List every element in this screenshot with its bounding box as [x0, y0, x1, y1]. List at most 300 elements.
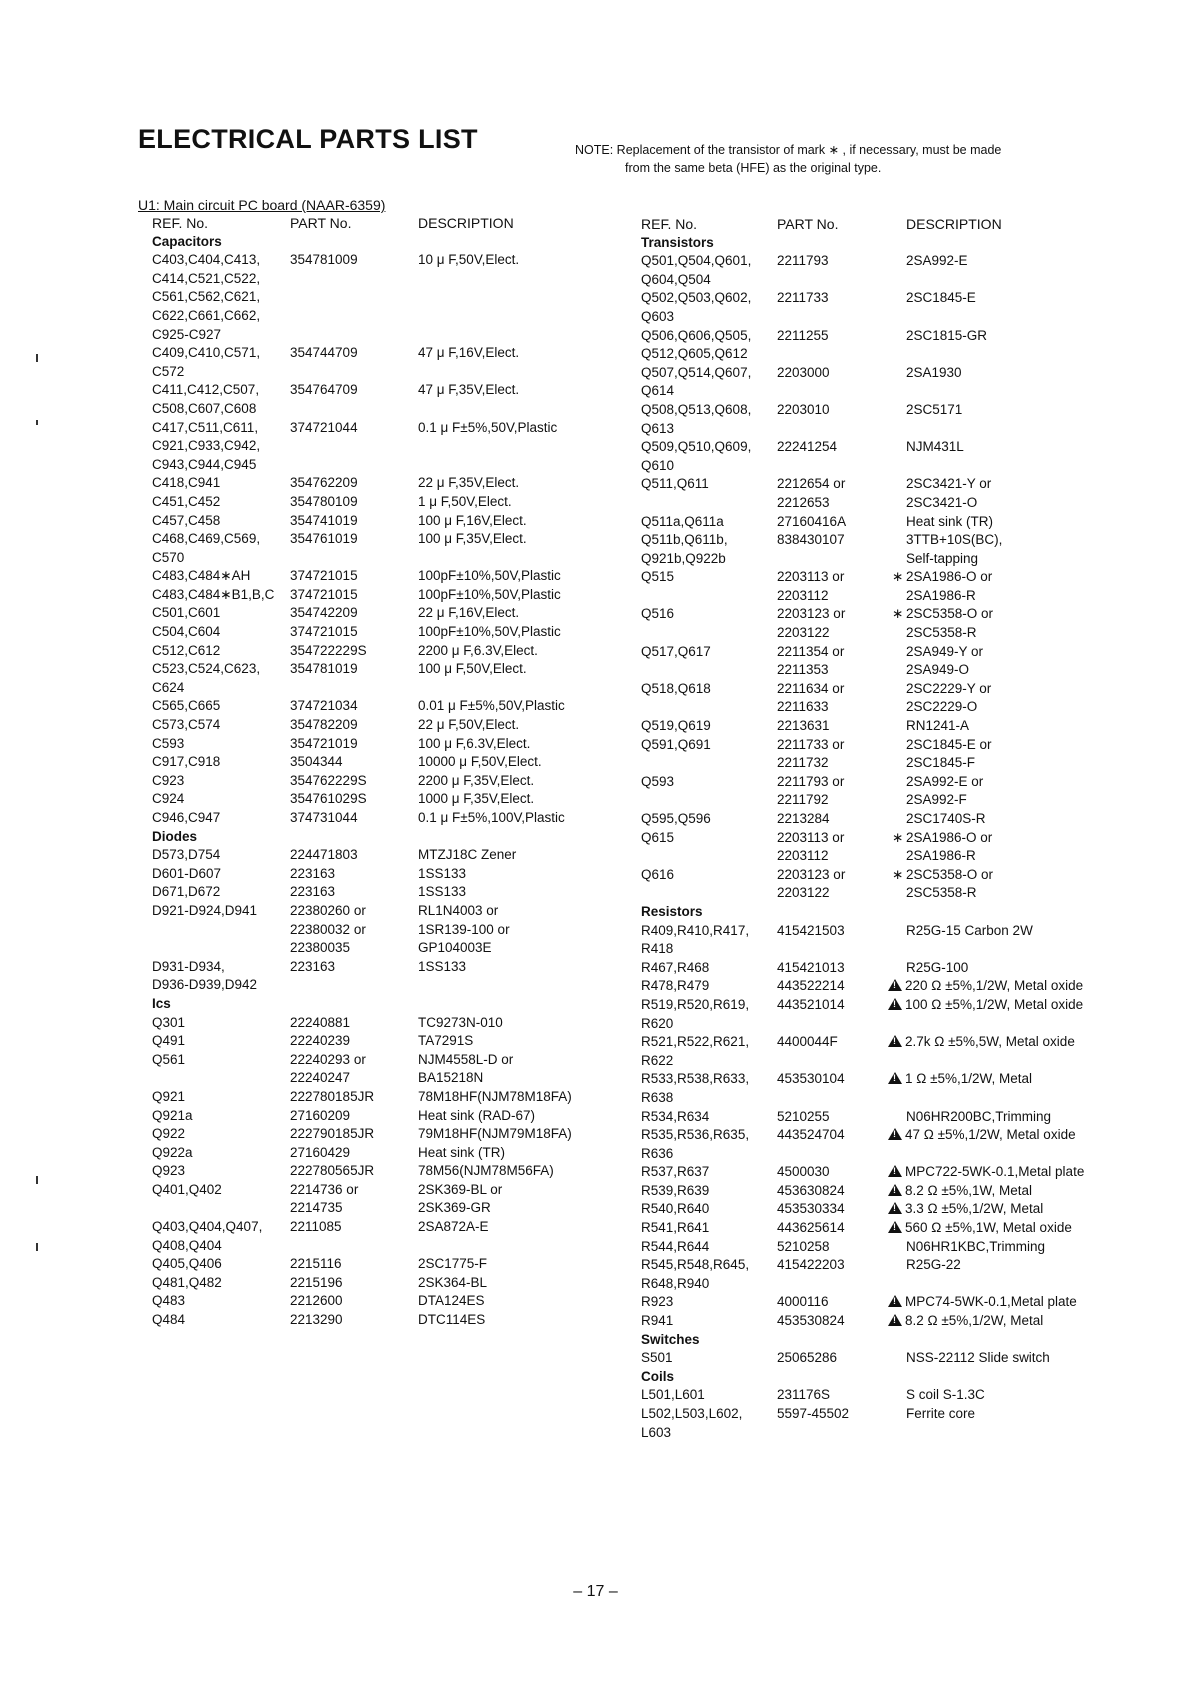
part-cell: 2211085	[290, 1219, 342, 1235]
description-cell	[906, 1238, 1045, 1257]
ref-cell: C483,C484∗AH	[152, 568, 251, 584]
ref-cell: C593	[152, 735, 185, 751]
part-cell: 22240247	[290, 1070, 351, 1086]
description-text: 2SK369-GR	[418, 1200, 491, 1216]
description-text: N06HR1KBC,Trimming	[906, 1238, 1046, 1254]
ref-cell: Q610	[641, 457, 675, 473]
ref-cell: Q517,Q617	[641, 643, 711, 659]
description-text: 0.1 μ F±5%,50V,Plastic	[418, 419, 558, 435]
ref-cell: C565,C665	[152, 698, 221, 714]
ref-cell: Q921a	[152, 1107, 193, 1123]
description-text: 78M56(NJM78M56FA)	[418, 1163, 554, 1179]
part-cell: 415422203	[777, 1257, 845, 1273]
description-cell	[888, 1312, 1043, 1331]
description-text: 8.2 Ω ±5%,1/2W, Metal	[905, 1313, 1044, 1329]
description-cell	[418, 809, 565, 828]
description-cell	[418, 586, 561, 605]
description-text: 1SR139-100 or	[418, 921, 510, 937]
ref-cell: Q603	[641, 308, 675, 324]
ref-cell: R467,R468	[641, 959, 710, 975]
part-cell: 22380260 or	[290, 902, 366, 918]
ref-cell: C946,C947	[152, 810, 221, 825]
ref-cell: C418,C941	[152, 475, 221, 491]
safety-warning-icon	[888, 1202, 902, 1214]
ref-cell: Q516	[641, 606, 675, 622]
part-cell: 453530104	[777, 1071, 845, 1087]
part-cell: 224471803	[290, 847, 358, 863]
ref-cell: R620	[641, 1015, 674, 1031]
ref-cell: Q561	[152, 1051, 186, 1067]
ref-cell: Q511a,Q611a	[641, 513, 724, 529]
ref-cell: Q481,Q482	[152, 1274, 222, 1290]
safety-warning-icon	[888, 1035, 902, 1047]
description-text: 2.7k Ω ±5%,5W, Metal oxide	[905, 1034, 1075, 1050]
description-cell	[906, 884, 977, 903]
description-text: 1 μ F,50V,Elect.	[418, 493, 512, 509]
part-cell: 374721015	[290, 568, 358, 584]
ref-cell: Q515	[641, 569, 675, 585]
part-cell: 354762209	[290, 475, 358, 491]
description-cell	[906, 438, 964, 457]
part-cell: 27160429	[290, 1144, 351, 1160]
description-text: 0.1 μ F±5%,100V,Plastic	[418, 810, 565, 825]
description-text: 100 Ω ±5%,1/2W, Metal oxide	[905, 996, 1084, 1012]
description-cell	[418, 939, 492, 958]
description-text: BA15218N	[418, 1070, 484, 1086]
ref-cell: C561,C562,C621,	[152, 289, 261, 305]
description-text: 1000 μ F,35V,Elect.	[418, 791, 535, 807]
description-text: 2SC5358-O or	[906, 606, 994, 622]
description-cell	[888, 1163, 1084, 1182]
part-cell: 354741019	[290, 512, 358, 528]
part-cell: 2211255	[777, 327, 829, 343]
description-cell	[418, 660, 527, 679]
ref-cell: L603	[641, 1424, 672, 1440]
description-text: 2SA1986-O or	[906, 829, 993, 845]
safety-warning-icon	[888, 1072, 902, 1084]
ref-cell: R534,R634	[641, 1108, 710, 1124]
part-cell: 2203112	[777, 587, 829, 603]
part-cell: 2211733	[777, 290, 829, 306]
part-cell: 443524704	[777, 1127, 845, 1143]
safety-warning-icon	[888, 979, 902, 991]
description-cell	[418, 1274, 487, 1293]
description-text: 100pF±10%,50V,Plastic	[418, 624, 561, 640]
description-cell	[418, 846, 516, 865]
ref-cell: R941	[641, 1313, 674, 1329]
part-cell: 4500030	[777, 1164, 830, 1180]
ref-cell: R648,R940	[641, 1275, 710, 1291]
part-cell: 5597-45502	[777, 1406, 850, 1421]
ref-cell: L502,L503,L602,	[641, 1406, 743, 1421]
description-cell	[418, 1032, 473, 1051]
safety-warning-icon	[888, 1128, 902, 1140]
description-cell	[418, 958, 466, 977]
ref-cell: C417,C511,C611,	[152, 419, 259, 435]
part-cell: 3504344	[290, 754, 343, 770]
description-cell	[418, 419, 557, 438]
part-cell: 2203123 or	[777, 866, 846, 882]
description-text: Heat sink (TR)	[418, 1144, 506, 1160]
description-text: 2SC1815-GR	[906, 327, 988, 343]
description-cell	[888, 1033, 1075, 1052]
part-cell: 222780565JR	[290, 1163, 375, 1179]
ref-cell: C403,C404,C413,	[152, 252, 261, 268]
ref-cell: C925-C927	[152, 326, 222, 342]
ref-cell: Q921b,Q922b	[641, 550, 726, 566]
part-cell: 2215196	[290, 1274, 343, 1290]
ref-cell: Q512,Q605,Q612	[641, 346, 748, 362]
ref-cell: R540,R640	[641, 1201, 710, 1217]
part-cell: 2203123 or	[777, 606, 846, 622]
header-description: DESCRIPTION	[418, 215, 514, 231]
section-label: Transistors	[641, 234, 714, 250]
description-text: 2SC2229-O	[906, 699, 978, 715]
part-cell: 453530824	[777, 1313, 845, 1329]
description-text: 100 μ F,16V,Elect.	[418, 512, 527, 528]
description-cell	[906, 922, 1033, 941]
header-description: DESCRIPTION	[906, 216, 1002, 232]
description-text: 22 μ F,50V,Elect.	[418, 717, 520, 733]
description-cell	[418, 493, 512, 512]
description-cell	[906, 531, 1002, 550]
ref-cell: Q491	[152, 1033, 186, 1049]
description-cell	[418, 512, 527, 531]
ref-cell: Q593	[641, 773, 675, 789]
ref-cell: Q604,Q504	[641, 271, 711, 287]
ref-cell: D573,D754	[152, 847, 221, 863]
description-cell	[888, 1219, 1072, 1238]
ref-cell: Q595,Q596	[641, 811, 711, 826]
ref-cell: R537,R637	[641, 1164, 710, 1180]
description-cell	[418, 1311, 485, 1330]
part-cell: 2215116	[290, 1256, 342, 1272]
ref-cell: C523,C524,C623,	[152, 661, 261, 677]
ref-cell: Q616	[641, 866, 675, 882]
description-text: 2SA992-F	[906, 792, 967, 808]
ref-cell: Q614	[641, 383, 675, 399]
part-cell: 5210255	[777, 1108, 830, 1124]
description-cell	[418, 716, 519, 735]
description-cell	[906, 550, 978, 569]
ref-cell: D601-D607	[152, 865, 222, 881]
replacement-note	[575, 141, 1135, 177]
part-cell: 22240239	[290, 1033, 351, 1049]
ref-cell: S501	[641, 1350, 673, 1366]
part-cell: 2211354 or	[777, 643, 845, 659]
ref-cell: C483,C484∗B1,B,C	[152, 586, 275, 602]
description-cell	[906, 1349, 1050, 1368]
description-text: 1SS133	[418, 865, 467, 881]
description-cell	[418, 735, 530, 754]
ref-cell: Q508,Q513,Q608,	[641, 401, 752, 417]
part-cell: 5210258	[777, 1238, 830, 1254]
description-text: 2SA1930	[906, 364, 962, 380]
description-cell	[906, 289, 976, 308]
part-cell: 2203122	[777, 625, 830, 641]
ref-cell: R535,R536,R635,	[641, 1127, 750, 1143]
part-cell: 354780109	[290, 493, 358, 509]
ref-cell: D921-D924,D941	[152, 902, 258, 918]
description-cell	[418, 642, 538, 661]
ref-cell: Q922	[152, 1126, 186, 1142]
safety-warning-icon	[888, 1184, 902, 1196]
part-cell: 22380032 or	[290, 921, 366, 937]
description-text: DTA124ES	[418, 1293, 485, 1309]
description-text: 8.2 Ω ±5%,1W, Metal	[905, 1182, 1033, 1198]
description-text: 2SK369-BL or	[418, 1181, 503, 1197]
description-cell	[892, 829, 992, 848]
description-cell	[418, 1292, 485, 1311]
section-label: Ics	[152, 995, 171, 1011]
header-part: PART No.	[290, 215, 352, 231]
ref-cell: Q923	[152, 1163, 186, 1179]
description-cell	[892, 568, 992, 587]
beta-mark: ∗	[892, 569, 904, 585]
description-text: 47 μ F,35V,Elect.	[418, 382, 520, 398]
ref-cell: R923	[641, 1294, 674, 1310]
description-text: 2SC2229-Y or	[906, 680, 992, 696]
description-text: 47 μ F,16V,Elect.	[418, 345, 520, 361]
description-cell	[906, 624, 977, 643]
description-text: R25G-100	[906, 959, 969, 975]
part-cell: 415421503	[777, 922, 845, 938]
section-label: Diodes	[152, 828, 198, 844]
ref-cell: R636	[641, 1145, 674, 1161]
ref-cell: L501,L601	[641, 1387, 705, 1403]
part-cell: 4400044F	[777, 1034, 838, 1050]
description-cell	[906, 494, 977, 513]
part-cell: 22240293 or	[290, 1051, 366, 1067]
description-cell	[906, 698, 977, 717]
description-cell	[906, 717, 969, 736]
description-text: NSS-22112 Slide switch	[906, 1350, 1050, 1366]
description-cell	[906, 847, 976, 866]
part-cell: 2203010	[777, 401, 830, 417]
part-cell: 4000116	[777, 1294, 829, 1310]
part-cell: 354744709	[290, 345, 358, 361]
description-cell	[418, 530, 527, 549]
part-cell: 354781009	[290, 252, 358, 268]
description-text: 100 μ F,50V,Elect.	[418, 661, 527, 677]
part-cell: 443522214	[777, 978, 845, 994]
part-cell: 2213631	[777, 718, 830, 734]
description-text: 10 μ F,50V,Elect.	[418, 252, 520, 268]
ref-cell: R418	[641, 941, 674, 957]
description-cell	[418, 623, 561, 642]
ref-cell: C504,C604	[152, 624, 221, 640]
description-text: R25G-22	[906, 1257, 961, 1273]
ref-cell: C573,C574	[152, 717, 221, 733]
part-cell: 2203112	[777, 848, 829, 864]
safety-warning-icon	[888, 1165, 902, 1177]
description-text: NJM4558L-D or	[418, 1051, 514, 1067]
part-cell: 453630824	[777, 1182, 845, 1198]
description-text: 100 μ F,6.3V,Elect.	[418, 735, 531, 751]
note-line-1: NOTE: Replacement of the transistor of mark ∗ , if necessary, must be made	[575, 143, 1002, 157]
description-cell	[418, 883, 466, 902]
part-cell: 223163	[290, 884, 336, 900]
description-cell	[418, 344, 519, 363]
part-cell: 2211353	[777, 662, 829, 678]
safety-warning-icon	[888, 1295, 902, 1307]
part-cell: 374721015	[290, 586, 358, 602]
ref-cell: D931-D934,	[152, 958, 225, 974]
ref-cell: R519,R520,R619,	[641, 996, 750, 1012]
ref-cell: C508,C607,C608	[152, 400, 257, 416]
ref-cell: R545,R548,R645,	[641, 1257, 750, 1273]
ref-cell: Q408,Q404	[152, 1237, 222, 1253]
ref-cell: R541,R641	[641, 1220, 710, 1236]
description-text: 2200 μ F,6.3V,Elect.	[418, 642, 538, 658]
description-cell	[906, 1108, 1051, 1127]
description-text: 3.3 Ω ±5%,1/2W, Metal	[905, 1201, 1044, 1217]
ref-cell: C409,C410,C571,	[152, 345, 261, 361]
ref-cell: C457,C458	[152, 512, 221, 528]
description-text: 78M18HF(NJM78M18FA)	[418, 1088, 572, 1104]
ref-cell: Q484	[152, 1312, 186, 1328]
ref-cell: Q591,Q691	[641, 736, 711, 752]
description-text: S coil S-1.3C	[906, 1387, 985, 1403]
ref-cell: R539,R639	[641, 1182, 710, 1198]
description-cell	[906, 1405, 975, 1424]
part-cell: 2211793 or	[777, 773, 845, 789]
description-text: 1SS133	[418, 884, 467, 900]
part-cell: 2212600	[290, 1293, 343, 1309]
description-text: 100pF±10%,50V,Plastic	[418, 586, 561, 602]
description-text: 2SC3421-Y or	[906, 476, 992, 492]
description-cell	[418, 1144, 505, 1163]
ref-cell: Q501,Q504,Q601,	[641, 253, 752, 269]
description-text: 2SC5358-O or	[906, 866, 994, 882]
ref-cell: C924	[152, 791, 185, 807]
description-text: 2SA992-E or	[906, 773, 984, 789]
description-text: MPC74-5WK-0.1,Metal plate	[905, 1294, 1077, 1310]
description-cell	[418, 753, 542, 772]
part-cell: 354761019	[290, 531, 358, 547]
ref-cell: C570	[152, 549, 185, 565]
description-text: 2200 μ F,35V,Elect.	[418, 772, 535, 788]
description-cell	[906, 513, 993, 532]
description-text: 2SC1845-E or	[906, 736, 992, 752]
description-text: 2SC3421-O	[906, 494, 978, 510]
description-cell	[418, 1199, 491, 1218]
description-text: 560 Ω ±5%,1W, Metal oxide	[905, 1220, 1072, 1236]
part-cell: 354764709	[290, 382, 358, 398]
description-cell	[418, 865, 466, 884]
ref-cell: C921,C933,C942,	[152, 438, 261, 454]
part-cell: 354782209	[290, 717, 358, 733]
part-cell: 415421013	[777, 959, 845, 975]
description-text: 2SA1986-R	[906, 848, 976, 864]
description-cell	[906, 643, 983, 662]
part-cell: 2211732	[777, 755, 829, 771]
part-cell: 354721019	[290, 735, 358, 751]
description-cell	[888, 1126, 1076, 1145]
ref-cell: Q615	[641, 829, 675, 845]
ref-cell: C451,C452	[152, 493, 221, 509]
ref-cell: Q613	[641, 420, 675, 436]
description-cell	[906, 1256, 961, 1275]
description-text: NJM431L	[906, 439, 964, 455]
description-text: 2SA1986-R	[906, 587, 976, 603]
ref-cell: C622,C661,C662,	[152, 307, 261, 323]
description-cell	[418, 1051, 513, 1070]
part-cell: 2213284	[777, 811, 830, 826]
description-text: 2SA992-E	[906, 253, 968, 269]
description-cell	[418, 1088, 572, 1107]
description-cell	[906, 773, 983, 792]
ref-cell: Q401,Q402	[152, 1181, 222, 1197]
safety-warning-icon	[888, 998, 902, 1010]
page-number: – 17 –	[573, 1583, 618, 1600]
header-part: PART No.	[777, 216, 839, 232]
description-text: 2SA949-Y or	[906, 643, 984, 659]
description-text: MPC722-5WK-0.1,Metal plate	[905, 1164, 1085, 1180]
description-cell	[418, 1014, 503, 1033]
description-text: 79M18HF(NJM79M18FA)	[418, 1126, 572, 1142]
description-cell	[888, 1182, 1032, 1201]
part-cell: 222790185JR	[290, 1126, 375, 1142]
description-cell	[418, 1162, 554, 1181]
part-cell: 223163	[290, 958, 336, 974]
description-text: 0.01 μ F±5%,50V,Plastic	[418, 698, 565, 714]
part-cell: 2214735	[290, 1200, 343, 1216]
description-text: Heat sink (TR)	[906, 513, 994, 529]
margin-mark	[36, 1176, 38, 1184]
ref-cell: Q511,Q611	[641, 476, 709, 492]
ref-cell: R478,R479	[641, 978, 710, 994]
description-cell	[888, 1293, 1077, 1312]
description-text: 100pF±10%,50V,Plastic	[418, 568, 561, 584]
description-cell	[888, 996, 1083, 1015]
ref-cell: Q403,Q404,Q407,	[152, 1219, 263, 1235]
part-cell: 2212654 or	[777, 476, 846, 492]
description-text: 2SC5358-R	[906, 625, 977, 641]
ref-cell: C917,C918	[152, 754, 221, 770]
ref-cell: D936-D939,D942	[152, 977, 258, 993]
description-text: Heat sink (RAD-67)	[418, 1107, 536, 1123]
part-cell: 25065286	[777, 1350, 838, 1366]
description-cell	[906, 587, 976, 606]
ref-cell: R638	[641, 1089, 674, 1105]
ref-cell: D671,D672	[152, 884, 221, 900]
part-cell: 453530334	[777, 1201, 845, 1217]
description-text: 3TTB+10S(BC),	[906, 532, 1003, 548]
ref-cell: C501,C601	[152, 605, 221, 621]
part-cell: 231176S	[777, 1387, 831, 1403]
part-cell: 2211633	[777, 699, 829, 715]
description-cell	[418, 902, 498, 921]
margin-mark	[36, 420, 38, 425]
description-cell	[418, 921, 510, 940]
description-cell	[888, 977, 1083, 996]
beta-mark: ∗	[892, 866, 904, 882]
description-cell	[418, 1107, 535, 1126]
part-cell: 354761029S	[290, 791, 367, 807]
part-cell: 22240881	[290, 1014, 351, 1030]
beta-mark: ∗	[892, 606, 904, 622]
description-text: 47 Ω ±5%,1/2W, Metal oxide	[905, 1127, 1076, 1143]
part-cell: 354742209	[290, 605, 358, 621]
description-text: Self-tapping	[906, 550, 979, 566]
ref-cell: Q483	[152, 1293, 186, 1309]
safety-warning-icon	[888, 1221, 902, 1233]
description-cell	[888, 1200, 1043, 1219]
description-cell	[418, 790, 534, 809]
description-text: 2SC1845-E	[906, 290, 976, 306]
margin-mark	[36, 354, 38, 362]
